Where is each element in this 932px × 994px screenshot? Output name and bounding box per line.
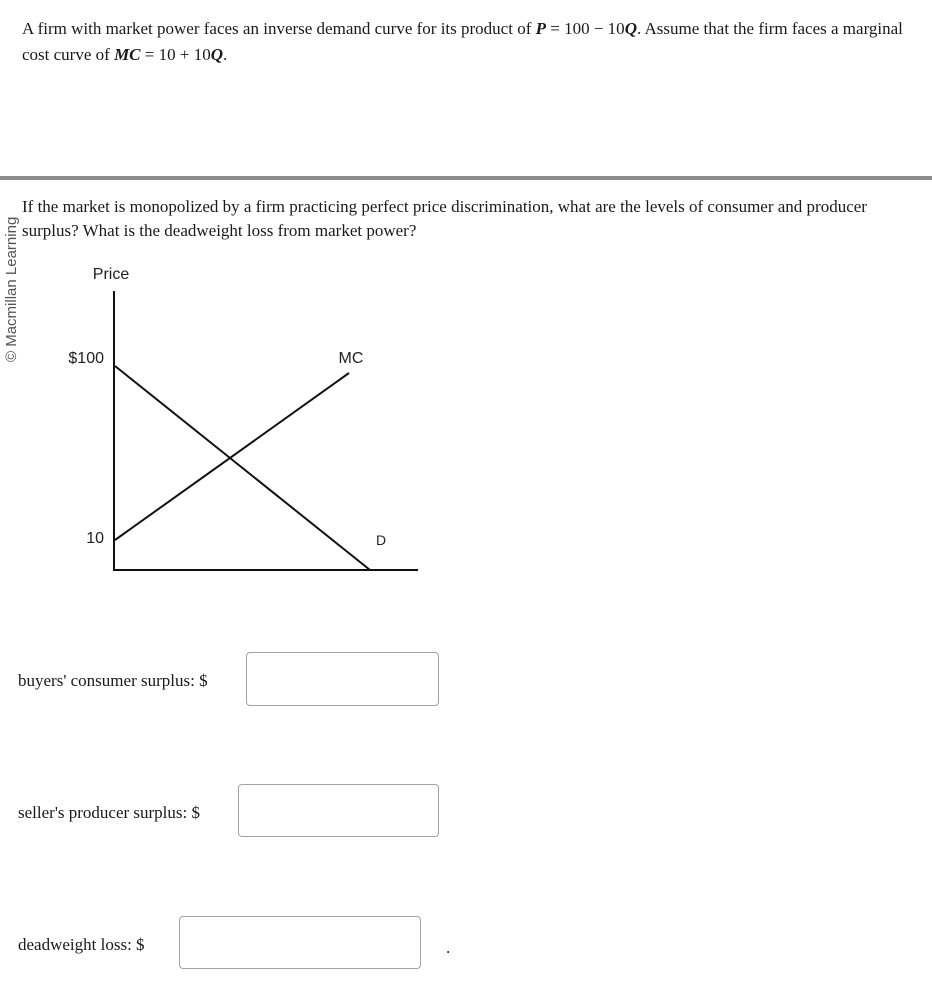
mc-equation-q: Q — [210, 45, 223, 64]
price-label-10: 10 — [86, 530, 104, 547]
intro-text-2: . Assume that the firm faces a marginal cost curve of — [22, 19, 903, 64]
deadweight-loss-suffix: . — [446, 938, 451, 957]
price-label-100: $100 — [68, 350, 104, 367]
intro-text-1: A firm with market power faces an inverse demand curve for its product of — [22, 19, 536, 38]
demand-equation-q: Q — [624, 19, 637, 38]
y-axis-label: Price — [92, 266, 130, 283]
section-divider — [0, 176, 932, 180]
producer-surplus-label: seller's producer surplus: $ — [18, 803, 200, 822]
consumer-surplus-input[interactable] — [246, 652, 439, 706]
deadweight-loss-input[interactable] — [179, 916, 421, 969]
mc-curve-label: MC — [338, 350, 364, 367]
deadweight-loss-label: deadweight loss: $ — [18, 935, 145, 954]
supply-demand-graph — [0, 250, 460, 590]
demand-equation-lhs: P — [535, 19, 546, 38]
mc-equation-rhs: = 10 + 10 — [140, 45, 211, 64]
demand-curve-label: D — [375, 532, 387, 548]
mc-curve — [115, 373, 349, 540]
demand-equation-rhs: = 100 − 10 — [546, 19, 625, 38]
consumer-surplus-label: buyers' consumer surplus: $ — [18, 671, 208, 690]
problem-intro — [22, 16, 912, 68]
producer-surplus-input[interactable] — [238, 784, 439, 837]
question-text: If the market is monopolized by a firm practicing perfect price discrimination, what are the levels of consumer and producer surplus? What is the deadweight loss from market power? — [22, 197, 867, 240]
intro-text-3: . — [223, 45, 228, 64]
demand-curve — [115, 366, 370, 570]
mc-equation-lhs: MC — [114, 45, 141, 64]
copyright-credit: © Macmillan Learning — [3, 216, 20, 362]
